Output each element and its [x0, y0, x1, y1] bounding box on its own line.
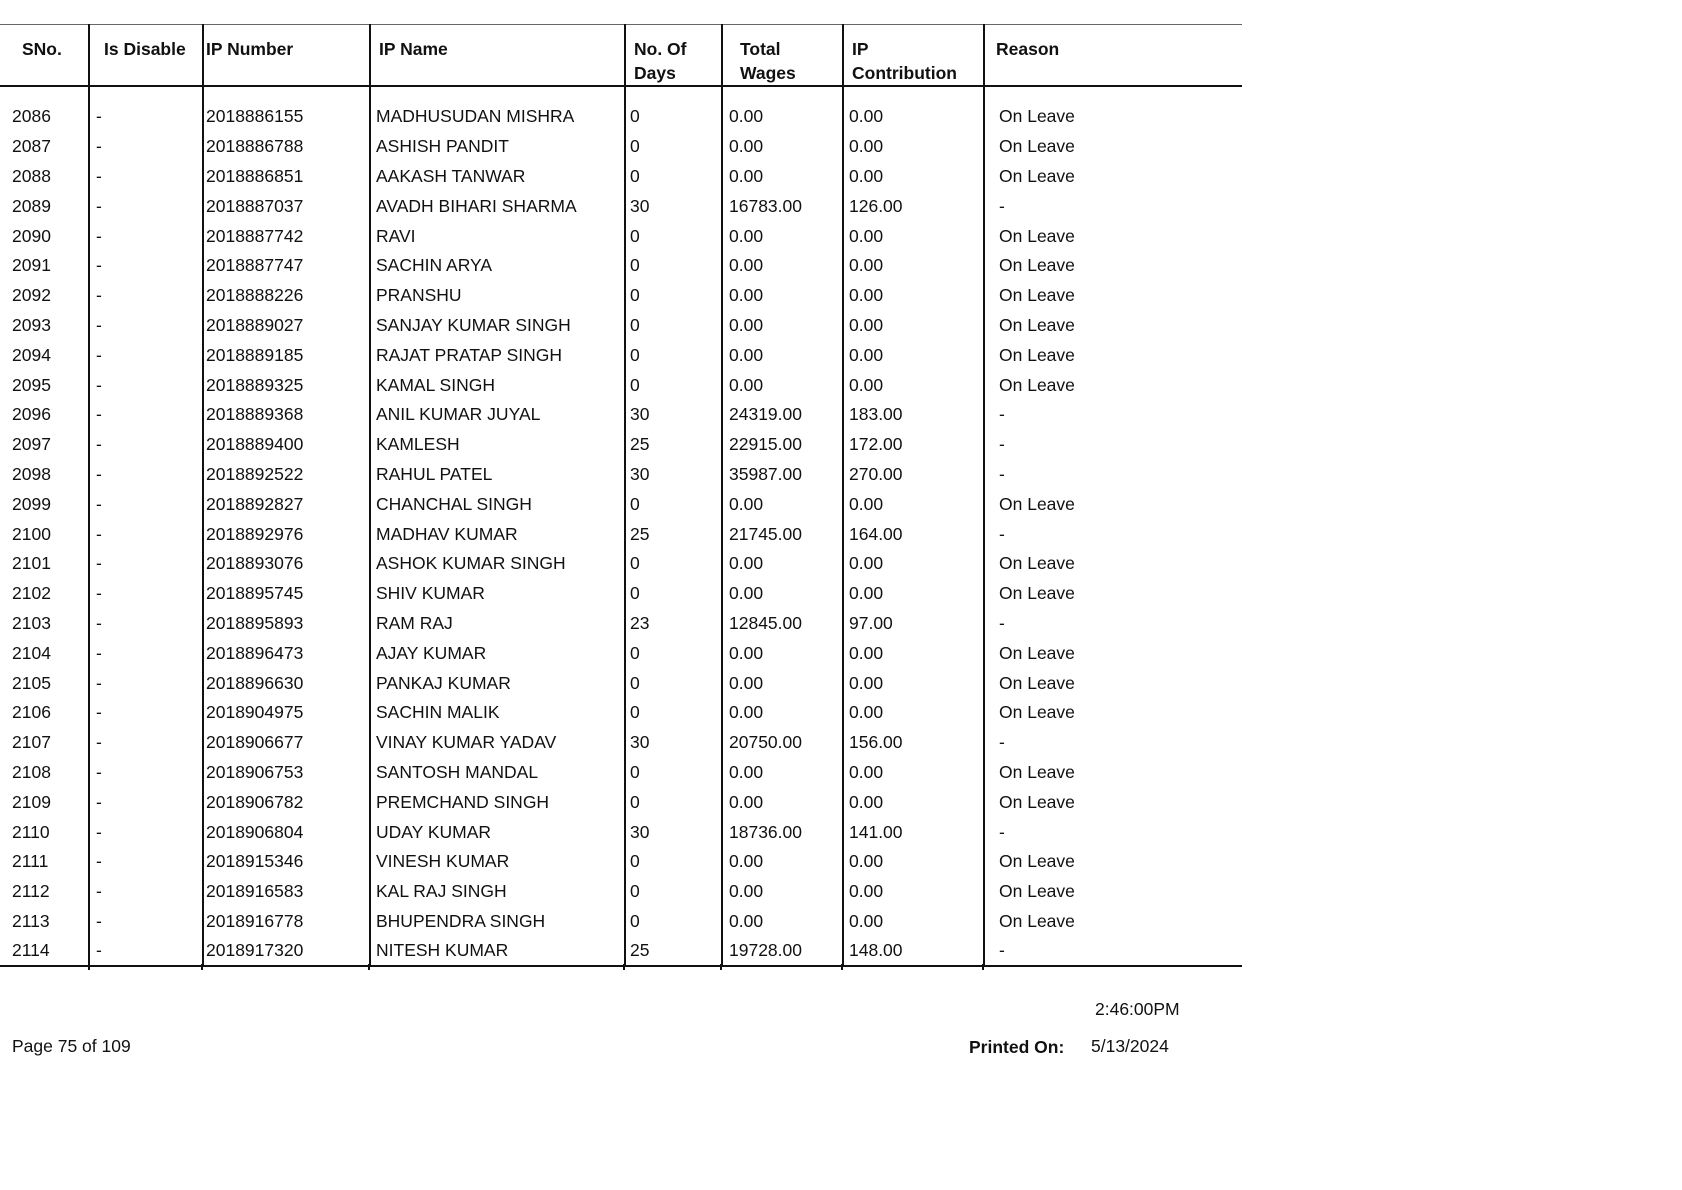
cell-is-disable: - [89, 579, 203, 609]
cell-ip-name: RAJAT PRATAP SINGH [370, 340, 625, 370]
cell-ip-number: 2018893076 [203, 549, 370, 579]
column-tick [88, 964, 90, 970]
cell-total-wages: 0.00 [722, 370, 843, 400]
cell-ip-name: BHUPENDRA SINGH [370, 907, 625, 937]
table-row [0, 758, 1242, 788]
cell-ip-contribution: 0.00 [843, 251, 984, 281]
cell-ip-name: CHANCHAL SINGH [370, 489, 625, 519]
cell-reason: - [984, 936, 1242, 966]
cell-sno: 2103 [12, 612, 51, 633]
cell-is-disable: - [89, 430, 203, 460]
cell-total-wages: 0.00 [722, 251, 843, 281]
cell-days: 0 [625, 638, 722, 668]
cell-total-wages: 0.00 [722, 549, 843, 579]
header-no-of-days: No. Of Days [625, 25, 722, 87]
cell-ip-contribution: 0.00 [843, 102, 984, 132]
column-tick [841, 964, 843, 970]
cell-ip-number: 2018886155 [203, 102, 370, 132]
header-total-wages: Total Wages [722, 25, 843, 87]
table-row [0, 907, 1242, 937]
cell-sno: 2110 [12, 821, 50, 842]
cell-ip-name: AVADH BIHARI SHARMA [370, 191, 625, 221]
cell-sno: 2105 [12, 672, 51, 693]
cell-total-wages: 0.00 [722, 340, 843, 370]
table-row [0, 698, 1242, 728]
cell-is-disable: - [89, 698, 203, 728]
cell-days: 0 [625, 907, 722, 937]
cell-days: 0 [625, 549, 722, 579]
cell-ip-number: 2018892976 [203, 519, 370, 549]
cell-ip-number: 2018916778 [203, 907, 370, 937]
cell-reason: - [984, 191, 1242, 221]
cell-ip-name: SHIV KUMAR [370, 579, 625, 609]
cell-ip-name: KAL RAJ SINGH [370, 877, 625, 907]
cell-is-disable: - [89, 370, 203, 400]
cell-days: 0 [625, 579, 722, 609]
table-header-row [0, 25, 1242, 87]
cell-reason: On Leave [984, 787, 1242, 817]
cell-is-disable: - [89, 549, 203, 579]
cell-sno: 2112 [12, 881, 50, 902]
cell-ip-name: RAHUL PATEL [370, 460, 625, 490]
table-row [0, 609, 1242, 639]
cell-total-wages: 0.00 [722, 489, 843, 519]
cell-ip-name: VINESH KUMAR [370, 847, 625, 877]
table-row [0, 847, 1242, 877]
cell-ip-name: MADHUSUDAN MISHRA [370, 102, 625, 132]
cell-ip-name: NITESH KUMAR [370, 936, 625, 966]
cell-sno: 2091 [12, 255, 51, 276]
cell-is-disable: - [89, 132, 203, 162]
header-sno: SNo. [0, 25, 89, 87]
header-reason: Reason [984, 25, 1242, 87]
cell-ip-contribution: 0.00 [843, 758, 984, 788]
cell-is-disable: - [89, 847, 203, 877]
cell-days: 0 [625, 370, 722, 400]
cell-total-wages: 20750.00 [722, 728, 843, 758]
cell-ip-name: MADHAV KUMAR [370, 519, 625, 549]
table-row [0, 191, 1242, 221]
cell-total-wages: 0.00 [722, 638, 843, 668]
cell-total-wages: 16783.00 [722, 191, 843, 221]
cell-sno: 2097 [12, 434, 51, 455]
cell-ip-name: PRANSHU [370, 281, 625, 311]
cell-sno: 2109 [12, 791, 51, 812]
cell-ip-number: 2018889400 [203, 430, 370, 460]
cell-is-disable: - [89, 102, 203, 132]
cell-ip-number: 2018892827 [203, 489, 370, 519]
cell-total-wages: 24319.00 [722, 400, 843, 430]
table-row [0, 340, 1242, 370]
table-spacer-row [0, 86, 1242, 102]
table-row [0, 877, 1242, 907]
cell-sno: 2098 [12, 463, 51, 484]
cell-reason: - [984, 817, 1242, 847]
printed-on-date: 5/13/2024 [1091, 1036, 1169, 1056]
cell-ip-name: ANIL KUMAR JUYAL [370, 400, 625, 430]
cell-ip-contribution: 0.00 [843, 370, 984, 400]
cell-is-disable: - [89, 281, 203, 311]
cell-days: 25 [625, 519, 722, 549]
cell-reason: On Leave [984, 758, 1242, 788]
cell-sno: 2104 [12, 642, 51, 663]
cell-ip-name: KAMAL SINGH [370, 370, 625, 400]
cell-total-wages: 21745.00 [722, 519, 843, 549]
cell-days: 0 [625, 221, 722, 251]
cell-reason: On Leave [984, 638, 1242, 668]
cell-sno: 2089 [12, 195, 51, 216]
cell-ip-contribution: 0.00 [843, 877, 984, 907]
table-row [0, 400, 1242, 430]
table-body [0, 86, 1242, 966]
cell-ip-number: 2018889368 [203, 400, 370, 430]
cell-total-wages: 12845.00 [722, 609, 843, 639]
cell-sno: 2113 [12, 910, 50, 931]
cell-days: 0 [625, 251, 722, 281]
cell-is-disable: - [89, 787, 203, 817]
cell-is-disable: - [89, 191, 203, 221]
cell-ip-number: 2018895745 [203, 579, 370, 609]
cell-reason: On Leave [984, 102, 1242, 132]
cell-ip-number: 2018886788 [203, 132, 370, 162]
cell-is-disable: - [89, 668, 203, 698]
cell-reason: On Leave [984, 877, 1242, 907]
cell-ip-contribution: 97.00 [843, 609, 984, 639]
table-row [0, 430, 1242, 460]
table-row [0, 579, 1242, 609]
cell-ip-contribution: 0.00 [843, 698, 984, 728]
cell-days: 0 [625, 311, 722, 341]
table-row [0, 162, 1242, 192]
cell-days: 0 [625, 787, 722, 817]
cell-sno: 2093 [12, 314, 51, 335]
cell-days: 0 [625, 698, 722, 728]
cell-days: 30 [625, 460, 722, 490]
cell-reason: On Leave [984, 340, 1242, 370]
table-row [0, 817, 1242, 847]
page-number: Page 75 of 109 [12, 1036, 131, 1056]
table-row [0, 638, 1242, 668]
column-tick [201, 964, 203, 970]
cell-ip-number: 2018906677 [203, 728, 370, 758]
cell-days: 0 [625, 132, 722, 162]
cell-ip-number: 2018892522 [203, 460, 370, 490]
cell-total-wages: 19728.00 [722, 936, 843, 966]
table-row [0, 281, 1242, 311]
cell-days: 0 [625, 877, 722, 907]
cell-is-disable: - [89, 609, 203, 639]
cell-ip-number: 2018895893 [203, 609, 370, 639]
cell-total-wages: 0.00 [722, 132, 843, 162]
cell-days: 0 [625, 162, 722, 192]
cell-ip-name: ASHISH PANDIT [370, 132, 625, 162]
cell-ip-contribution: 0.00 [843, 281, 984, 311]
cell-total-wages: 0.00 [722, 787, 843, 817]
cell-ip-contribution: 0.00 [843, 489, 984, 519]
cell-ip-contribution: 0.00 [843, 787, 984, 817]
cell-ip-contribution: 126.00 [843, 191, 984, 221]
cell-sno: 2111 [12, 851, 49, 872]
cell-ip-number: 2018887037 [203, 191, 370, 221]
cell-ip-number: 2018888226 [203, 281, 370, 311]
cell-total-wages: 0.00 [722, 281, 843, 311]
cell-ip-name: RAVI [370, 221, 625, 251]
cell-ip-name: KAMLESH [370, 430, 625, 460]
cell-ip-number: 2018889325 [203, 370, 370, 400]
cell-ip-number: 2018896473 [203, 638, 370, 668]
cell-is-disable: - [89, 877, 203, 907]
cell-is-disable: - [89, 489, 203, 519]
table-row [0, 489, 1242, 519]
cell-ip-number: 2018896630 [203, 668, 370, 698]
cell-reason: On Leave [984, 132, 1242, 162]
table-row [0, 132, 1242, 162]
cell-ip-contribution: 0.00 [843, 549, 984, 579]
cell-is-disable: - [89, 311, 203, 341]
cell-is-disable: - [89, 638, 203, 668]
cell-ip-contribution: 183.00 [843, 400, 984, 430]
cell-ip-contribution: 0.00 [843, 907, 984, 937]
cell-is-disable: - [89, 936, 203, 966]
cell-ip-contribution: 0.00 [843, 668, 984, 698]
cell-ip-name: RAM RAJ [370, 609, 625, 639]
cell-reason: On Leave [984, 668, 1242, 698]
cell-reason: On Leave [984, 370, 1242, 400]
cell-days: 23 [625, 609, 722, 639]
cell-days: 0 [625, 847, 722, 877]
cell-ip-name: AJAY KUMAR [370, 638, 625, 668]
cell-reason: - [984, 728, 1242, 758]
cell-ip-contribution: 164.00 [843, 519, 984, 549]
cell-is-disable: - [89, 221, 203, 251]
header-ip-number: IP Number [203, 25, 370, 87]
cell-ip-number: 2018906782 [203, 787, 370, 817]
cell-days: 0 [625, 340, 722, 370]
cell-total-wages: 0.00 [722, 579, 843, 609]
cell-sno: 2090 [12, 225, 51, 246]
cell-is-disable: - [89, 728, 203, 758]
table-row [0, 549, 1242, 579]
cell-ip-contribution: 270.00 [843, 460, 984, 490]
cell-ip-number: 2018886851 [203, 162, 370, 192]
cell-ip-number: 2018917320 [203, 936, 370, 966]
cell-days: 30 [625, 817, 722, 847]
cell-total-wages: 0.00 [722, 877, 843, 907]
column-tick [720, 964, 722, 970]
cell-sno: 2099 [12, 493, 51, 514]
cell-ip-number: 2018904975 [203, 698, 370, 728]
cell-total-wages: 35987.00 [722, 460, 843, 490]
cell-total-wages: 22915.00 [722, 430, 843, 460]
cell-reason: On Leave [984, 847, 1242, 877]
cell-total-wages: 0.00 [722, 847, 843, 877]
cell-ip-contribution: 0.00 [843, 221, 984, 251]
cell-is-disable: - [89, 817, 203, 847]
cell-sno: 2106 [12, 702, 51, 723]
cell-ip-number: 2018887747 [203, 251, 370, 281]
cell-total-wages: 0.00 [722, 758, 843, 788]
cell-days: 0 [625, 102, 722, 132]
cell-sno: 2102 [12, 583, 51, 604]
cell-reason: On Leave [984, 489, 1242, 519]
cell-days: 30 [625, 728, 722, 758]
cell-reason: On Leave [984, 907, 1242, 937]
cell-is-disable: - [89, 340, 203, 370]
contribution-table [0, 24, 1242, 967]
cell-ip-number: 2018906753 [203, 758, 370, 788]
column-tick [623, 964, 625, 970]
cell-ip-number: 2018906804 [203, 817, 370, 847]
cell-reason: - [984, 609, 1242, 639]
header-ip-name: IP Name [370, 25, 625, 87]
cell-is-disable: - [89, 758, 203, 788]
cell-ip-contribution: 0.00 [843, 162, 984, 192]
cell-ip-contribution: 0.00 [843, 579, 984, 609]
cell-is-disable: - [89, 519, 203, 549]
table-row [0, 519, 1242, 549]
cell-ip-name: PREMCHAND SINGH [370, 787, 625, 817]
cell-sno: 2092 [12, 285, 51, 306]
cell-ip-contribution: 141.00 [843, 817, 984, 847]
table-row [0, 102, 1242, 132]
cell-ip-name: SACHIN ARYA [370, 251, 625, 281]
table-row [0, 787, 1242, 817]
cell-ip-number: 2018887742 [203, 221, 370, 251]
table-row [0, 311, 1242, 341]
cell-reason: On Leave [984, 698, 1242, 728]
cell-sno: 2088 [12, 165, 51, 186]
column-tick [368, 964, 370, 970]
cell-days: 0 [625, 281, 722, 311]
table-row [0, 221, 1242, 251]
cell-ip-name: VINAY KUMAR YADAV [370, 728, 625, 758]
cell-total-wages: 0.00 [722, 698, 843, 728]
cell-ip-number: 2018916583 [203, 877, 370, 907]
column-tick [982, 964, 984, 970]
cell-total-wages: 0.00 [722, 907, 843, 937]
cell-ip-contribution: 156.00 [843, 728, 984, 758]
cell-reason: On Leave [984, 251, 1242, 281]
cell-days: 25 [625, 936, 722, 966]
cell-ip-name: SACHIN MALIK [370, 698, 625, 728]
cell-total-wages: 0.00 [722, 668, 843, 698]
cell-ip-name: PANKAJ KUMAR [370, 668, 625, 698]
cell-total-wages: 0.00 [722, 102, 843, 132]
cell-ip-contribution: 0.00 [843, 132, 984, 162]
cell-sno: 2087 [12, 136, 51, 157]
cell-reason: - [984, 519, 1242, 549]
cell-ip-contribution: 0.00 [843, 638, 984, 668]
cell-is-disable: - [89, 400, 203, 430]
cell-total-wages: 18736.00 [722, 817, 843, 847]
cell-sno: 2114 [0, 936, 89, 966]
table-row [0, 370, 1242, 400]
cell-is-disable: - [89, 251, 203, 281]
cell-days: 30 [625, 400, 722, 430]
cell-reason: On Leave [984, 221, 1242, 251]
cell-reason: - [984, 460, 1242, 490]
cell-reason: On Leave [984, 311, 1242, 341]
table-row [0, 668, 1242, 698]
cell-ip-contribution: 172.00 [843, 430, 984, 460]
cell-ip-name: UDAY KUMAR [370, 817, 625, 847]
cell-reason: - [984, 400, 1242, 430]
cell-days: 25 [625, 430, 722, 460]
cell-sno: 2094 [12, 344, 51, 365]
cell-ip-name: SANTOSH MANDAL [370, 758, 625, 788]
printed-on-label: Printed On: [969, 1037, 1065, 1057]
cell-ip-contribution: 0.00 [843, 847, 984, 877]
cell-days: 0 [625, 758, 722, 788]
header-is-disable: Is Disable [89, 25, 203, 87]
table-row [0, 728, 1242, 758]
cell-sno: 2107 [12, 732, 51, 753]
cell-reason: On Leave [984, 281, 1242, 311]
cell-ip-name: ASHOK KUMAR SINGH [370, 549, 625, 579]
table-row [0, 460, 1242, 490]
cell-is-disable: - [89, 907, 203, 937]
cell-ip-contribution: 148.00 [843, 936, 984, 966]
cell-ip-contribution: 0.00 [843, 340, 984, 370]
cell-sno: 2101 [12, 553, 51, 574]
cell-ip-contribution: 0.00 [843, 311, 984, 341]
cell-sno: 2100 [12, 523, 51, 544]
cell-sno: 2095 [12, 374, 51, 395]
cell-days: 30 [625, 191, 722, 221]
cell-ip-number: 2018889185 [203, 340, 370, 370]
cell-reason: On Leave [984, 579, 1242, 609]
cell-total-wages: 0.00 [722, 162, 843, 192]
cell-is-disable: - [89, 460, 203, 490]
cell-days: 0 [625, 489, 722, 519]
cell-is-disable: - [89, 162, 203, 192]
cell-sno: 2096 [12, 404, 51, 425]
header-ip-contribution: IP Contribution [843, 25, 984, 87]
cell-reason: On Leave [984, 162, 1242, 192]
cell-total-wages: 0.00 [722, 221, 843, 251]
cell-sno: 2108 [12, 761, 51, 782]
cell-ip-name: SANJAY KUMAR SINGH [370, 311, 625, 341]
cell-reason: On Leave [984, 549, 1242, 579]
cell-ip-number: 2018889027 [203, 311, 370, 341]
cell-days: 0 [625, 668, 722, 698]
table-row [0, 936, 1242, 966]
cell-ip-name: AAKASH TANWAR [370, 162, 625, 192]
cell-ip-number: 2018915346 [203, 847, 370, 877]
cell-sno: 2086 [12, 106, 51, 127]
print-time: 2:46:00PM [1095, 999, 1180, 1019]
table-row [0, 251, 1242, 281]
cell-total-wages: 0.00 [722, 311, 843, 341]
cell-reason: - [984, 430, 1242, 460]
